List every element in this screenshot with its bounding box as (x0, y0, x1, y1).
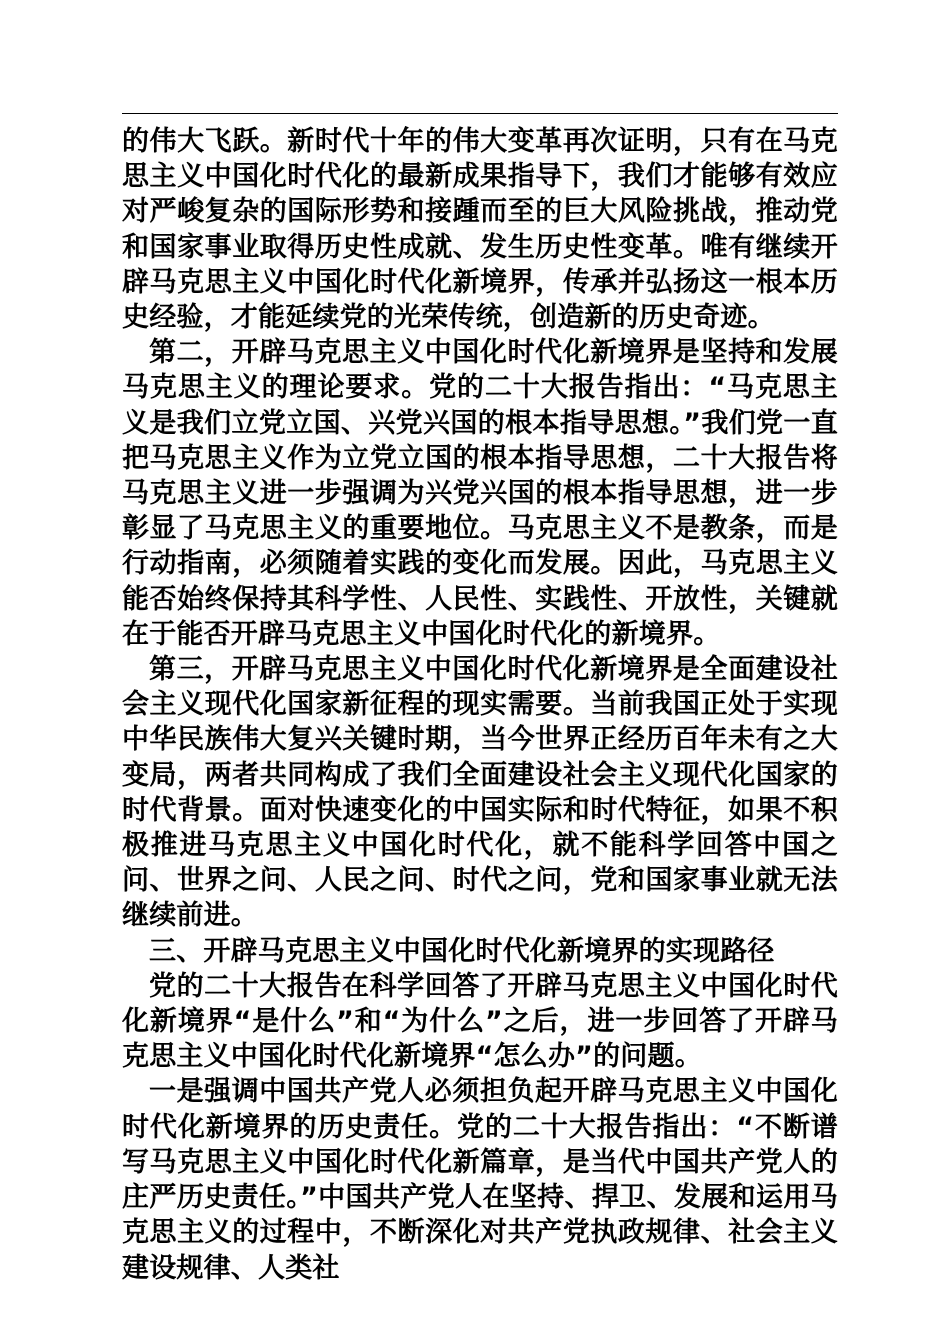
paragraph-section-intro: 党的二十大报告在科学回答了开辟马克思主义中国化时代化新境界“是什么”和“为什么”之后，进一步回答了开辟马克思主义中国化时代化新境界“怎么办”的问题。 (122, 970, 838, 1073)
paragraph-third-point: 第三，开辟马克思主义中国化时代化新境界是全面建设社会主义现代化国家新征程的现实需要。当前我国正处于实现中华民族伟大复兴关键时期，当今世界正经历百年未有之大变局，两者共同构成了我们全面建设社会主义现代化国家的时代背景。面对快速变化的中国实际和时代特征，如果不积极推进马克思主义中国化时代化，就不能科学回答中国之问、世界之问、人民之问、时代之问，党和国家事业就无法继续前进。 (122, 654, 838, 932)
header-rule (122, 113, 838, 114)
document-body (122, 124, 838, 1286)
paragraph-first-path: 一是强调中国共产党人必须担负起开辟马克思主义中国化时代化新境界的历史责任。党的二十大报告指出：“不断谱写马克思主义中国化时代化新篇章，是当代中国共产党人的庄严历史责任。”中国共产党人在坚持、捍卫、发展和运用马克思主义的过程中，不断深化对共产党执政规律、社会主义建设规律、人类社 (122, 1076, 838, 1284)
paragraph-continuation: 的伟大飞跃。新时代十年的伟大变革再次证明，只有在马克思主义中国化时代化的最新成果指导下，我们才能够有效应对严峻复杂的国际形势和接踵而至的巨大风险挑战，推动党和国家事业取得历史性成就、发生历史性变革。唯有继续开辟马克思主义中国化时代化新境界，传承并弘扬这一根本历史经验，才能延续党的光荣传统，创造新的历史奇迹。 (122, 126, 838, 334)
paragraph-second-point: 第二，开辟马克思主义中国化时代化新境界是坚持和发展马克思主义的理论要求。党的二十大报告指出：“马克思主义是我们立党立国、兴党兴国的根本指导思想。”我们党一直把马克思主义作为立党立国的根本指导思想，二十大报告将马克思主义进一步强调为兴党兴国的根本指导思想，进一步彰显了马克思主义的重要地位。马克思主义不是教条，而是行动指南，必须随着实践的变化而发展。因此，马克思主义能否始终保持其科学性、人民性、实践性、开放性，关键就在于能否开辟马克思主义中国化时代化的新境界。 (122, 337, 838, 650)
section-heading-three: 三、开辟马克思主义中国化时代化新境界的实现路径 (149, 935, 775, 967)
